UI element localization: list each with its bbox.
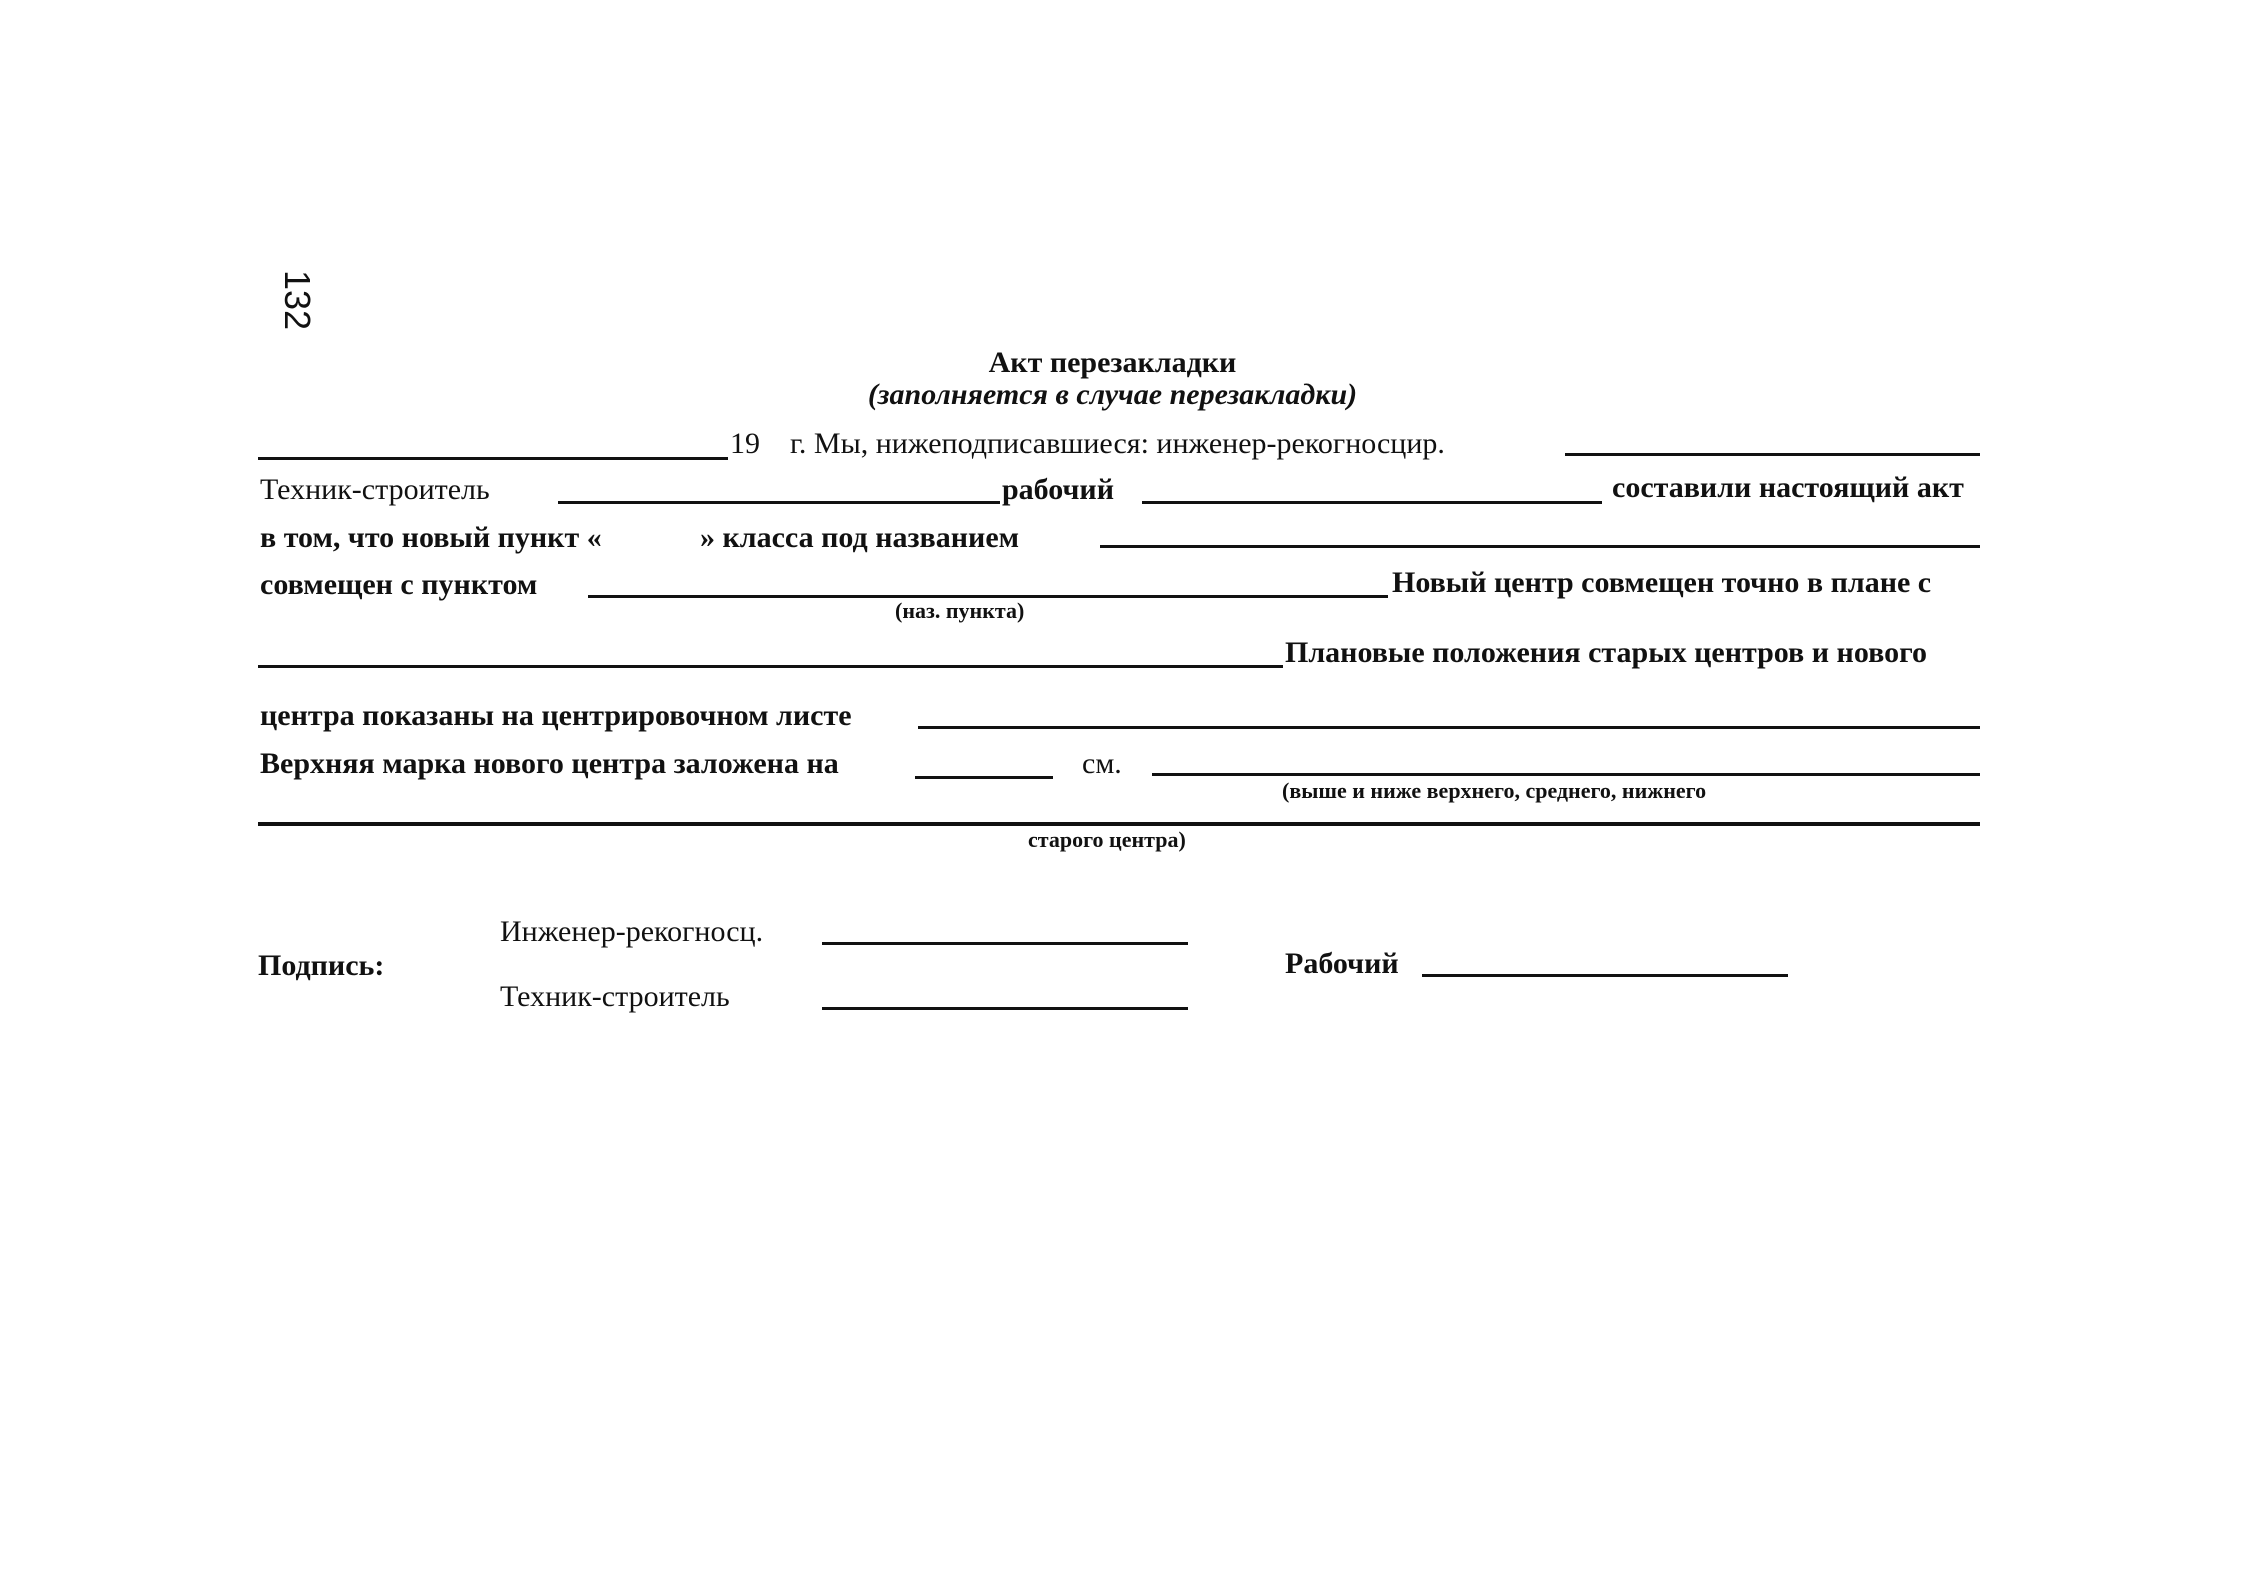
upper-mark-label: Верхняя марка нового центра заложена на (260, 747, 839, 780)
worker-blank-line (1142, 501, 1602, 504)
point-name-caption: (наз. пункта) (895, 598, 1025, 623)
signature-label: Подпись: (258, 949, 385, 982)
year-prefix: 19 (730, 427, 760, 460)
worker-signature-line (1422, 974, 1788, 977)
new-center-text: Новый центр совмещен точно в плане с (1392, 566, 1932, 599)
row5-text: Плановые положения старых центров и нового (1285, 636, 1927, 669)
cm-label: см. (1082, 747, 1122, 780)
technician-signature-line (822, 1007, 1188, 1010)
coincided-label: совмещен с пунктом (260, 568, 538, 601)
worker-label: рабочий (1002, 473, 1115, 506)
row3-text2: » класса под названием (700, 521, 1020, 554)
old-center-blank-line (258, 822, 1980, 826)
worker-signature-label: Рабочий (1285, 947, 1399, 980)
cm-blank-line (915, 776, 1053, 779)
technician-signature-label: Техник-строитель (500, 980, 730, 1013)
position-caption: (выше и ниже верхнего, среднего, нижнего (1282, 778, 1707, 803)
old-center-caption: старого центра) (1028, 827, 1186, 852)
page-number: 132 (277, 270, 318, 331)
document-subtitle: (заполняется в случае перезакладки) (867, 378, 1358, 411)
row6-text: центра показаны на центрировочном листе (260, 699, 852, 732)
technician-blank-line (558, 501, 1000, 504)
technician-label: Техник-строитель (260, 473, 490, 506)
engineer-signature-line (822, 942, 1188, 945)
sheet-blank-line (918, 726, 1980, 729)
date-blank-line (258, 457, 728, 460)
compiled-act-text: составили настоящий акт (1612, 471, 1964, 504)
engineer-signature-label: Инженер-рекогносц. (500, 915, 764, 948)
row3-text1: в том, что новый пункт « (260, 521, 602, 554)
engineer-blank-line (1565, 453, 1980, 456)
point-name-blank-line (1100, 545, 1980, 548)
plan-blank-line (258, 665, 1283, 668)
row1-text: г. Мы, нижеподписавшиеся: инженер-рекогносцир. (790, 427, 1445, 460)
position-blank-line (1152, 773, 1980, 776)
document-title: Акт перезакладки (988, 346, 1237, 379)
